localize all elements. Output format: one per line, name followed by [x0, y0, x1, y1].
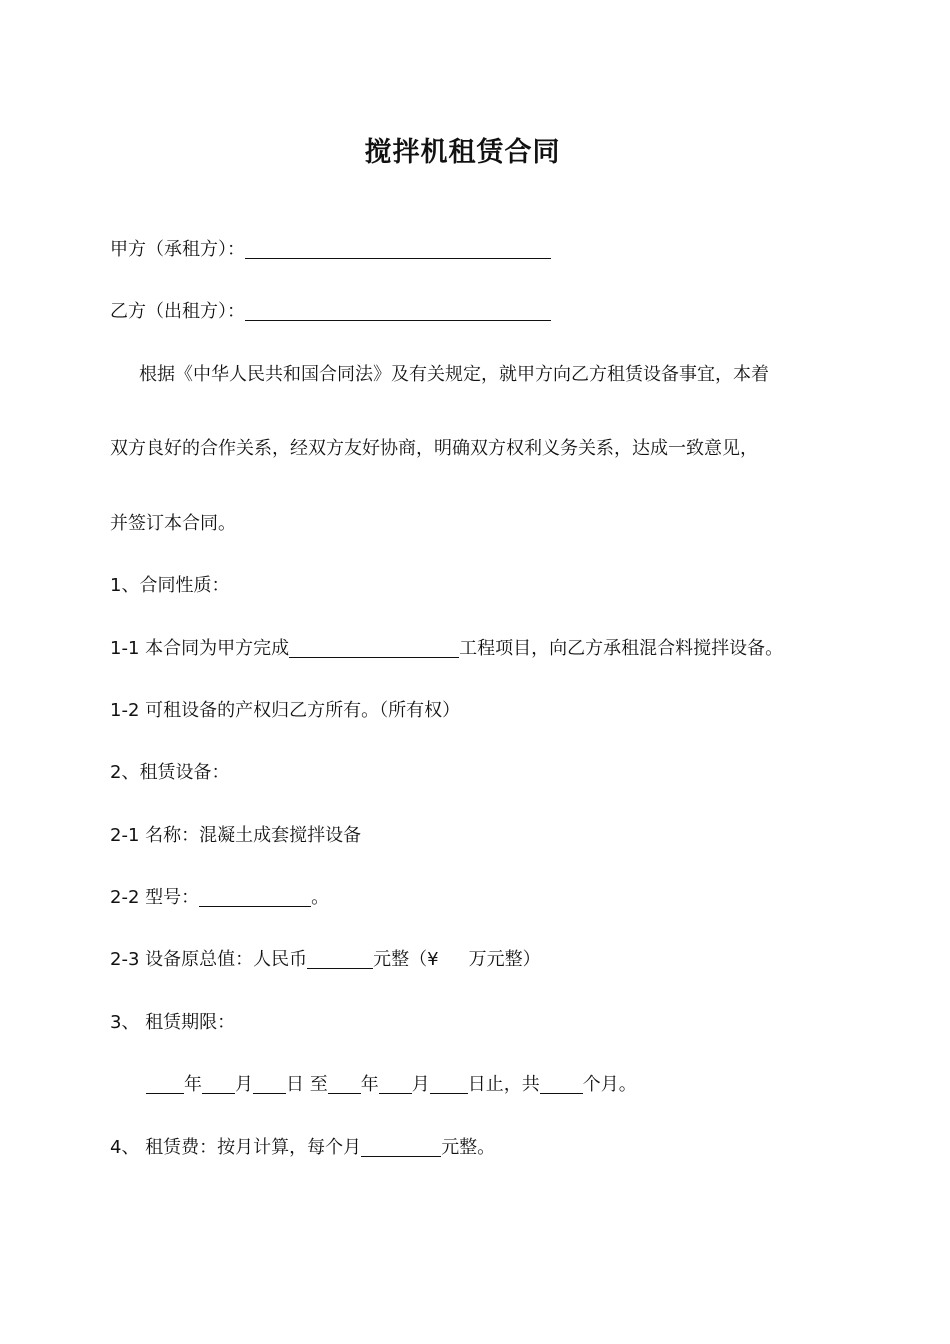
- section2-heading: 2、租赁设备：: [110, 762, 230, 783]
- total-months-blank[interactable]: [540, 1073, 583, 1094]
- start-day-blank[interactable]: [253, 1073, 286, 1094]
- start-day-label: 日 至: [286, 1074, 328, 1095]
- model-blank[interactable]: [199, 886, 311, 907]
- section2-item3: [110, 947, 541, 973]
- section2-item3-middle: 元整（¥: [373, 949, 439, 970]
- end-year-label: 年: [360, 1074, 379, 1095]
- section1-item1-suffix: 工程项目，向乙方承租混合料搅拌设备。: [459, 638, 784, 659]
- party-b-blank[interactable]: [245, 300, 551, 321]
- end-month-label: 月: [411, 1074, 430, 1095]
- section2-item3-suffix: 万元整）: [468, 949, 541, 970]
- section2-item3-prefix: 2-3 设备原总值：人民币: [110, 949, 308, 970]
- preamble-line-1: 根据《中华人民共和国合同法》及有关规定，就甲方向乙方租赁设备事宜，本着: [139, 364, 769, 385]
- section2-item2-suffix: 。: [311, 887, 330, 908]
- party-a-blank[interactable]: [245, 238, 551, 259]
- section1-heading: 1、合同性质：: [110, 575, 230, 596]
- section4-prefix: 4、 租赁费：按月计算，每个月: [110, 1137, 362, 1158]
- section1-item2: 1-2 可租设备的产权归乙方所有。（所有权）: [110, 700, 461, 721]
- total-months-label: 个月。: [582, 1074, 637, 1095]
- start-year-blank[interactable]: [146, 1073, 184, 1094]
- section2-item2-prefix: 2-2 型号：: [110, 887, 200, 908]
- preamble-line-3: 并签订本合同。: [110, 513, 236, 534]
- document-title: 搅拌机租赁合同: [364, 137, 561, 168]
- section4-line: [110, 1135, 495, 1161]
- preamble-line-2: 双方良好的合作关系，经双方友好协商，明确双方权利义务关系，达成一致意见，: [110, 438, 758, 459]
- party-b-label: 乙方（出租方）：: [110, 301, 245, 322]
- end-day-blank[interactable]: [430, 1073, 468, 1094]
- section3-heading: 3、 租赁期限：: [110, 1012, 236, 1033]
- lease-period-line: [110, 1072, 637, 1098]
- party-a-label: 甲方（承租方）：: [110, 239, 245, 260]
- section1-item1: [110, 636, 783, 662]
- start-month-label: 月: [235, 1074, 253, 1095]
- monthly-rent-blank[interactable]: [361, 1136, 441, 1157]
- end-day-label: 日止，共: [467, 1074, 540, 1095]
- section1-item1-prefix: 1-1 本合同为甲方完成: [110, 638, 290, 659]
- original-value-rmb-blank[interactable]: [307, 948, 373, 969]
- end-year-blank[interactable]: [328, 1073, 361, 1094]
- project-name-blank[interactable]: [289, 637, 459, 658]
- party-b-line: [110, 299, 551, 325]
- end-month-blank[interactable]: [379, 1073, 412, 1094]
- start-month-blank[interactable]: [202, 1073, 235, 1094]
- start-year-label: 年: [184, 1074, 202, 1095]
- section2-item1: 2-1 名称：混凝土成套搅拌设备: [110, 825, 362, 846]
- party-a-line: [110, 237, 551, 263]
- section4-suffix: 元整。: [441, 1137, 496, 1158]
- section2-item2: [110, 885, 329, 911]
